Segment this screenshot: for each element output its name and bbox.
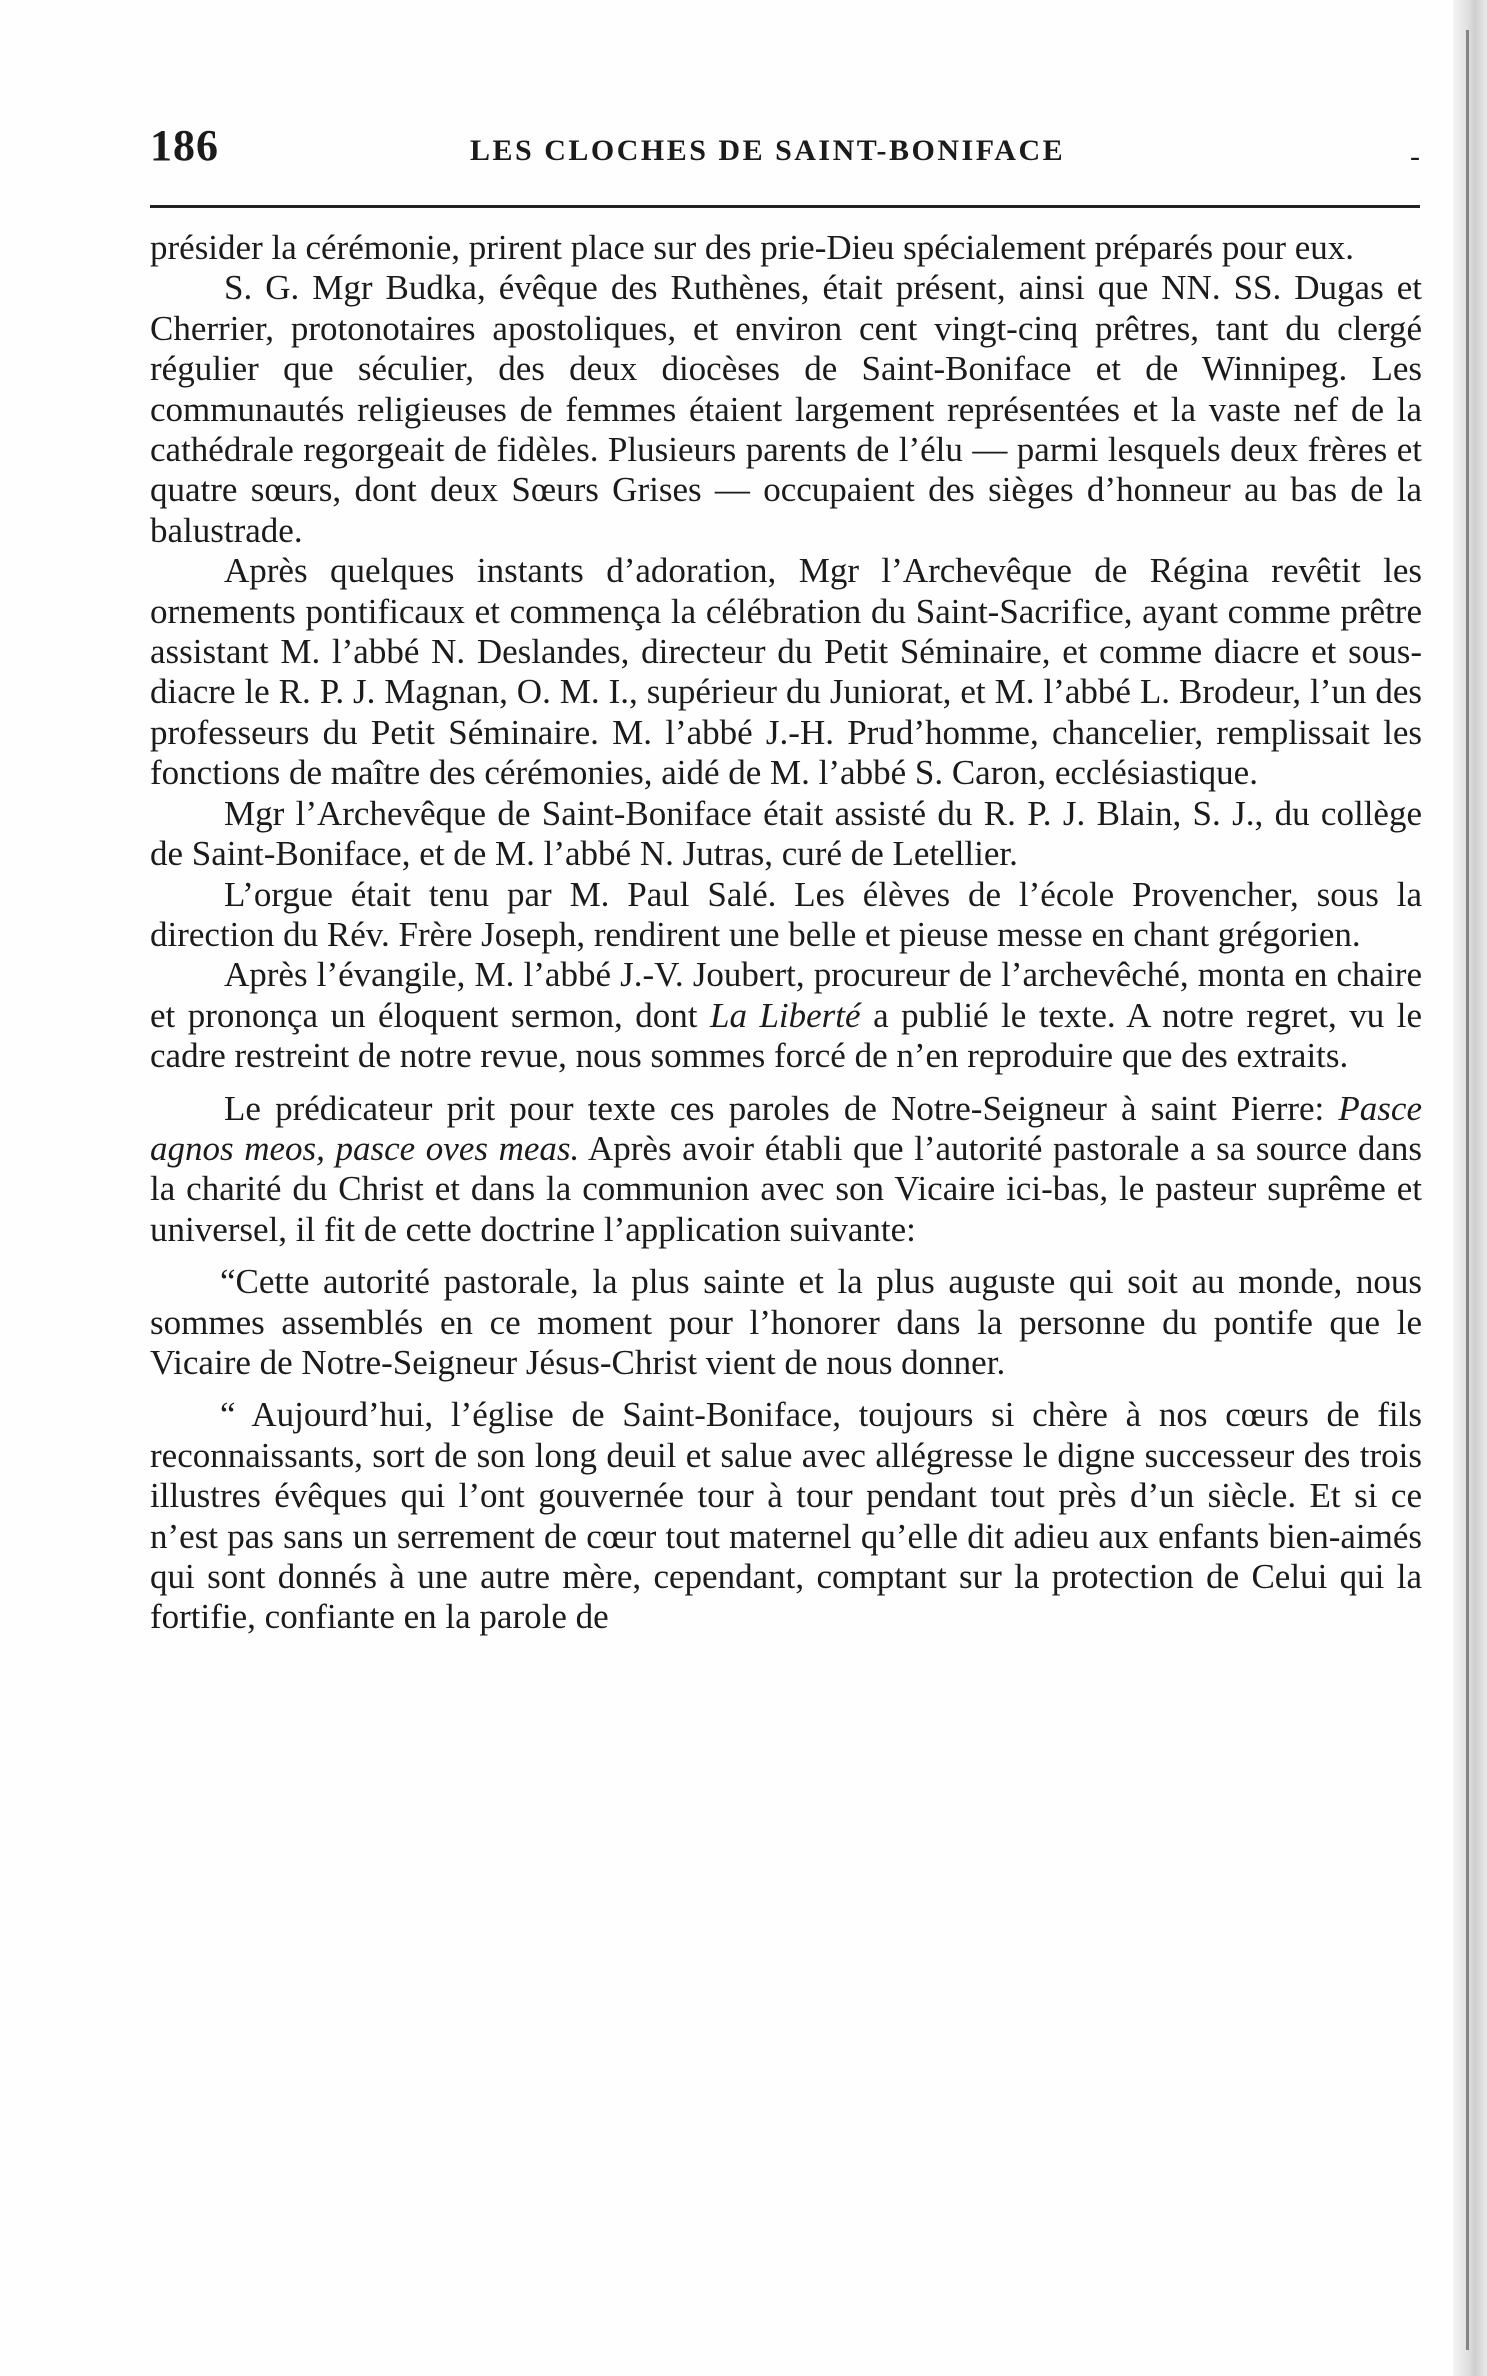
body-text [150, 228, 1422, 1638]
header-dash: - [1410, 140, 1420, 173]
newspaper-title: La Liberté [710, 995, 861, 1035]
paragraph-6-text-b: a publié le texte. A notre regret, vu le cadre restreint de notre revue, nous sommes forcé de n’en reproduire que des extraits. [150, 995, 1423, 1076]
paragraph-7-text-b: Après avoir établi que l’autorité pastorale a sa source dans la charité du Christ et dans la communion avec son Vicaire ici-bas, le pasteur suprême et universel, il fit de cette doctrine l’application suivante: [150, 1128, 1423, 1249]
paragraph-5: L’orgue était tenu par M. Paul Salé. Les élèves de l’école Provencher, sous la direction du Rév. Frère Joseph, rendirent une belle et pieuse messe en chant grégorien. [150, 874, 1422, 954]
paragraph-3: Après quelques instants d’adoration, Mgr l’Archevêque de Régina revêtit les ornements pontificaux et commença la célébration du Saint-Sacrifice, ayant comme prêtre assistant M. l’abbé N. Deslandes, directeur du Petit Séminaire, et comme diacre et sous-diacre le R. P. J. Magnan, O. M. I., supérieur du Juniorat, et M. l’abbé L. Brodeur, l’un des professeurs du Petit Séminaire. M. l’abbé J.-H. Prud’homme, chancelier, remplissait les fonctions de maître des cérémonies, aidé de M. l’abbé S. Caron, ecclésiastique. [150, 551, 1422, 793]
running-title: LES CLOCHES DE SAINT-BONIFACE [470, 134, 1066, 167]
paragraph-7-text-a: Le prédicateur prit pour texte ces paroles de Notre-Seigneur à saint Pierre: [224, 1088, 1325, 1128]
paragraph-8: “Cette autorité pastorale, la plus sainte et la plus auguste qui soit au monde, nous sommes assemblés en ce moment pour l’honorer dans la personne du pontife que le Vicaire de Notre-Seigneur Jésus-Christ vient de nous donner. [150, 1262, 1422, 1382]
latin-quotation: Pasce agnos meos, pasce oves meas. [150, 1088, 1422, 1168]
paragraph-2: S. G. Mgr Budka, évêque des Ruthènes, était présent, ainsi que NN. SS. Dugas et Cherrier, protonotaires apostoliques, et environ cent vingt-cinq prêtres, tant du clergé régulier que séculier, des deux diocèses de Saint-Boniface et de Winnipeg. Les communautés religieuses de femmes étaient largement représentées et la vaste nef de la cathédrale regorgeait de fidèles. Plusieurs parents de l’élu — parmi lesquels deux frères et quatre sœurs, dont deux Sœurs Grises — occupaient des sièges d’honneur au bas de la balustrade. [150, 268, 1422, 550]
paragraph-7 [150, 1089, 1422, 1251]
header-rule [150, 205, 1420, 208]
paragraph-1: présider la cérémonie, prirent place sur des prie-Dieu spécialement préparés pour eux. [150, 228, 1355, 267]
scan-edge [1453, 0, 1487, 2376]
page-header [150, 120, 1420, 180]
page-number: 186 [150, 121, 219, 170]
scan-edge-line [1466, 30, 1469, 2350]
paragraph-6 [150, 955, 1422, 1076]
paragraph-4: Mgr l’Archevêque de Saint-Boniface était assisté du R. P. J. Blain, S. J., du collège de Saint-Boniface, et de M. l’abbé N. Jutras, curé de Letellier. [150, 793, 1422, 874]
paragraph-9: “ Aujourd’hui, l’église de Saint-Boniface, toujours si chère à nos cœurs de fils reconnaissants, sort de son long deuil et salue avec allégresse le digne successeur des trois illustres évêques qui l’ont gouvernée tour à tour pendant tout près d’un siècle. Et si ce n’est pas sans un serrement de cœur tout maternel qu’elle dit adieu aux enfants bien-aimés qui sont donnés à une autre mère, cependant, comptant sur la protection de Celui qui la fortifie, confiante en la parole de [150, 1395, 1422, 1637]
paragraph-6-text-a: Après l’évangile, M. l’abbé J.-V. Joubert, procureur de l’archevêché, monta en chaire et prononça un éloquent sermon, dont [150, 955, 1422, 1035]
